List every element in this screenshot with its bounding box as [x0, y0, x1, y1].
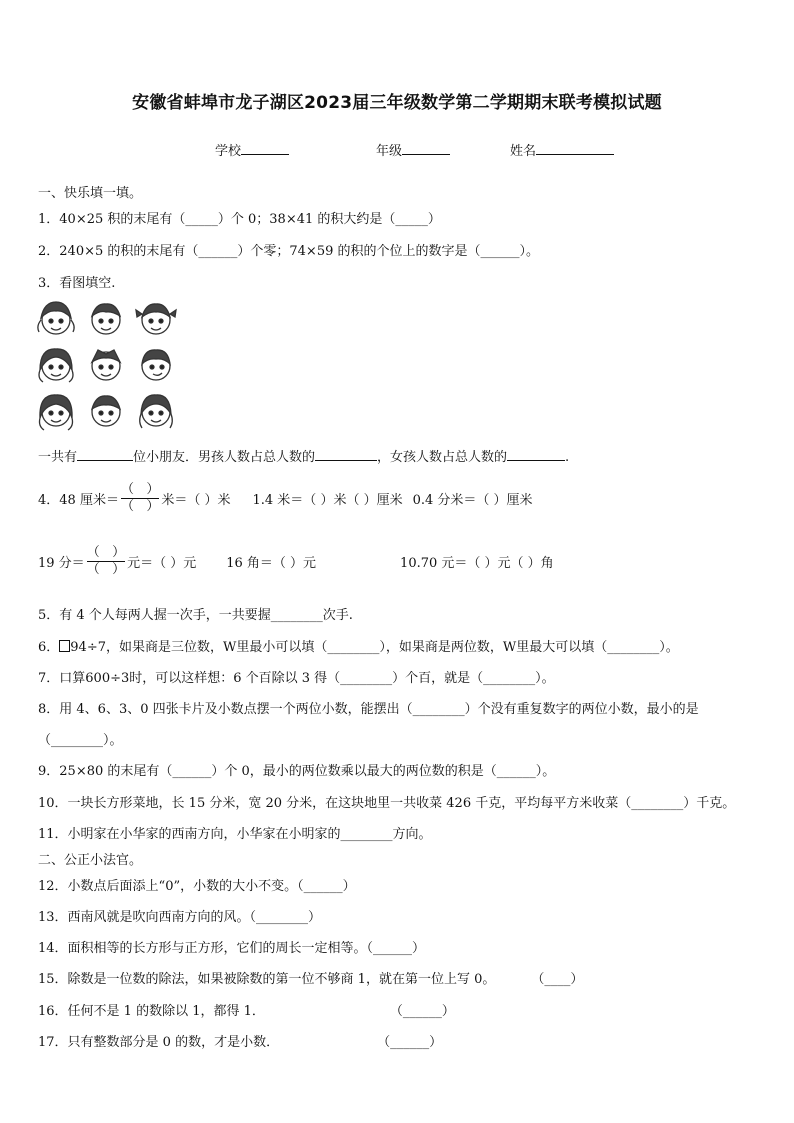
question-6: [38, 636, 679, 655]
question-14: 14．面积相等的长方形与正方形，它们的周长一定相等。（______）: [38, 941, 426, 956]
girl-face-icon: [136, 304, 176, 334]
question-4-row-2: [38, 545, 554, 578]
q4-part-5: 16 角＝（ ）元: [226, 556, 317, 571]
question-12: 12．小数点后面添上“0”，小数的大小不变。（______）: [38, 879, 356, 894]
q3-text-b: 位小朋友．男孩人数占总人数的: [133, 450, 316, 465]
q3-text-c: ，女孩人数占总人数的: [377, 450, 508, 465]
question-8-line-2: （________）。: [38, 733, 123, 748]
q4-part-1: 米＝（ ）米: [161, 493, 231, 508]
q3-blank-1[interactable]: [77, 448, 133, 461]
faces-svg: [36, 298, 186, 438]
q3-blank-2[interactable]: [315, 448, 377, 461]
q4-part-6: 10.70 元＝（ ）元（ ）角: [400, 556, 554, 571]
q4-part-4a: 19 分＝: [38, 556, 85, 571]
q4-part-2: 1.4 米＝（ ）米（ ）厘米: [252, 493, 403, 508]
question-16: [38, 1000, 455, 1019]
q15-answer-blank[interactable]: （____）: [531, 972, 584, 987]
section-1-heading: 一、快乐填一填。: [38, 186, 143, 201]
question-7: 7．口算600÷3时，可以这样想：6 个百除以 3 得（________）个百，就是（________）。: [38, 671, 555, 686]
q4-part-3: 0.4 分米＝（ ）厘米: [412, 493, 533, 508]
name-field[interactable]: [510, 140, 614, 159]
question-1: 1．40×25 积的末尾有（_____）个 0；38×41 的积大约是（_____）: [38, 212, 441, 227]
question-9: 9．25×80 的末尾有（______）个 0，最小的两位数乘以最大的两位数的积是（______）。: [38, 764, 556, 779]
question-2: 2．240×5 的积的末尾有（______）个零；74×59 的积的个位上的数字是（______）。: [38, 244, 539, 259]
q16-answer-blank[interactable]: （______）: [389, 1004, 455, 1019]
q6-number: 6．: [38, 640, 60, 655]
question-13: 13．西南风就是吹向西南方向的风。（________）: [38, 910, 322, 925]
question-10: 10．一块长方形菜地，长 15 分米，宽 20 分米，在这块地里一共收菜 426 千克，平均每平方米收菜（________）千克。: [38, 796, 736, 811]
q17-text: 17．只有整数部分是 0 的数，才是小数．: [38, 1035, 280, 1050]
boy-face-icon: [92, 396, 120, 426]
boy-face-icon: [92, 304, 120, 334]
q6-text: 94÷7，如果商是三位数，W里最小可以填（________），如果商是两位数，W里最大可以填（________）。: [70, 640, 679, 655]
grade-field[interactable]: [376, 140, 450, 159]
boy-face-icon: [92, 350, 120, 380]
question-17: [38, 1031, 442, 1050]
girl-face-icon: [40, 395, 73, 430]
question-5: 5．有 4 个人每两人握一次手，一共要握________次手.: [38, 608, 353, 623]
question-3-answer-line: [38, 446, 569, 465]
q4-prefix: 4．48 厘米＝: [38, 493, 119, 508]
girl-face-icon: [140, 395, 173, 428]
page-title: 安徽省蚌埠市龙子湖区2023届三年级数学第二学期期末联考模拟试题: [132, 93, 662, 113]
name-label: 姓名: [510, 144, 537, 159]
square-blank-icon: [59, 640, 70, 652]
section-2-heading: 二、公正小法官。: [38, 853, 143, 868]
q15-text: 15．除数是一位数的除法，如果被除数的第一位不够商 1，就在第一位上写 0。: [38, 972, 496, 987]
q16-text: 16．任何不是 1 的数除以 1，都得 1．: [38, 1004, 265, 1019]
boy-face-icon: [142, 350, 170, 380]
question-8-line-1: 8．用 4、6、3、0 四张卡片及小数点摆一个两位小数，能摆出（________）个没有重复数字的两位小数，最小的是: [38, 702, 699, 717]
q3-blank-3[interactable]: [507, 448, 565, 461]
q17-answer-blank[interactable]: （______）: [377, 1035, 443, 1050]
fraction-blank[interactable]: $\frac{( )}{( )}$: [86, 545, 126, 577]
question-3: 3．看图填空.: [38, 276, 116, 291]
fraction-blank[interactable]: $\frac{( )}{( )}$: [120, 482, 160, 514]
question-15: [38, 968, 583, 987]
question-11: 11．小明家在小华家的西南方向，小华家在小明家的________方向。: [38, 827, 432, 842]
q4-part-4b: 元＝（ ）元: [127, 556, 197, 571]
q3-text-d: .: [565, 450, 570, 465]
school-field[interactable]: [215, 140, 289, 159]
q3-text-a: 一共有: [38, 450, 78, 465]
question-4-row-1: [38, 482, 533, 515]
girl-face-icon: [38, 302, 74, 334]
school-label: 学校: [215, 144, 242, 159]
children-faces-illustration: [36, 298, 186, 442]
girl-face-icon: [39, 349, 73, 382]
grade-label: 年级: [376, 144, 403, 159]
